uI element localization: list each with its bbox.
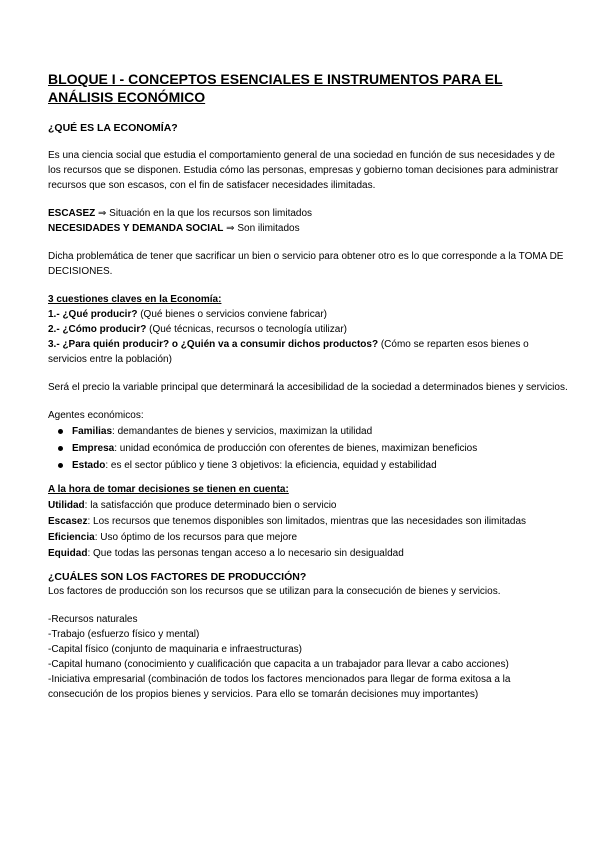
factores-heading: ¿CUÁLES SON LOS FACTORES DE PRODUCCIÓN? — [48, 571, 307, 583]
list-item: Familias: demandantes de bienes y servicios, maximizan la utilidad — [72, 423, 568, 440]
escasez-term: ESCASEZ — [48, 208, 96, 219]
list-item: Empresa: unidad económica de producción con oferentes de bienes, maximizan beneficios — [72, 440, 568, 457]
factor-item: -Trabajo (esfuerzo físico y mental) — [48, 629, 200, 640]
toma-decisiones-paragraph: Dicha problemática de tener que sacrificar un bien o servicio para obtener otro es lo que corresponde a la TOMA DE DECISIONES. — [48, 251, 564, 277]
factor-item: -Recursos naturales — [48, 614, 138, 625]
factor-item: -Capital humano (conocimiento y cualificación que capacita a un trabajador para llevar a cabo acciones) — [48, 659, 509, 670]
necesidades-text: ⇒ Son ilimitados — [223, 223, 300, 234]
factores-intro: Los factores de producción son los recursos que se utilizan para la consecución de bienes y servicios. — [48, 586, 501, 597]
precio-paragraph: Será el precio la variable principal que determinará la accesibilidad de la sociedad a determinados bienes y servicios. — [48, 382, 568, 393]
factor-item: -Iniciativa empresarial (combinación de todos los factores mencionados para llegar de forma exitosa a la consecución de los propios bienes y servicios. Para ello se tomarán decisiones muy importantes) — [48, 674, 511, 700]
section-heading-que-es-economia: ¿QUÉ ES LA ECONOMÍA? — [48, 122, 178, 134]
cuestion-item: 2.- ¿Cómo producir? (Qué técnicas, recursos o tecnología utilizar) — [48, 324, 347, 335]
necesidades-line — [48, 221, 568, 236]
cuestion-item: 3.- ¿Para quién producir? o ¿Quién va a consumir dichos productos? (Cómo se reparten esos bienes o servicios entre la población) — [48, 339, 529, 365]
decisiones-heading: A la hora de tomar decisiones se tienen en cuenta: — [48, 484, 289, 495]
document-title: BLOQUE I - CONCEPTOS ESENCIALES E INSTRUMENTOS PARA EL ANÁLISIS ECONÓMICO — [48, 71, 503, 105]
economia-definition: Es una ciencia social que estudia el comportamiento general de una sociedad en función de sus necesidades y de los recursos que se disponen. Estudia cómo las personas, empresas y gobierno toman decisiones para administrar recursos que son escasos, con el fin de satisfacer necesidades ilimitadas. — [48, 150, 559, 191]
decision-item: Escasez: Los recursos que tenemos disponibles son limitados, mientras que las necesidades son ilimitadas — [48, 516, 527, 527]
cuestiones-heading: 3 cuestiones claves en la Economía: — [48, 294, 222, 305]
agentes-intro: Agentes económicos: — [48, 410, 144, 421]
cuestion-item: 1.- ¿Qué producir? (Qué bienes o servicios conviene fabricar) — [48, 309, 327, 320]
decision-item: Utilidad: la satisfacción que produce determinado bien o servicio — [48, 500, 337, 511]
agentes-list — [48, 423, 568, 474]
factor-item: -Capital físico (conjunto de maquinaria e infraestructuras) — [48, 644, 303, 655]
decision-item: Eficiencia: Uso óptimo de los recursos para que mejore — [48, 532, 298, 543]
decision-item: Equidad: Que todas las personas tengan acceso a lo necesario sin desigualdad — [48, 548, 404, 559]
escasez-text: ⇒ Situación en la que los recursos son limitados — [95, 208, 313, 219]
list-item: Estado: es el sector público y tiene 3 objetivos: la eficiencia, equidad y estabilidad — [72, 457, 568, 474]
escasez-line — [48, 206, 568, 221]
decisiones-block — [48, 482, 568, 562]
document-page — [48, 70, 568, 702]
necesidades-term: NECESIDADES Y DEMANDA SOCIAL — [48, 223, 224, 234]
